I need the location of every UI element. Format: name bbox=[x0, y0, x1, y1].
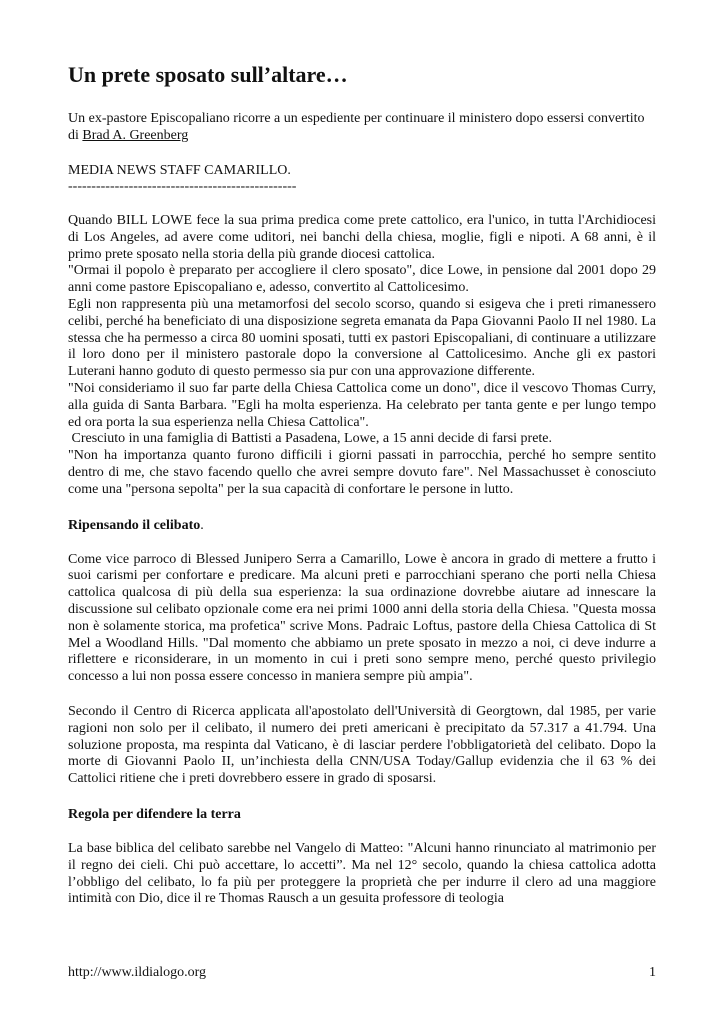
source-line: MEDIA NEWS STAFF CAMARILLO. bbox=[68, 163, 291, 178]
footer-url[interactable]: http://www.ildialogo.org bbox=[68, 965, 207, 980]
byline bbox=[68, 127, 656, 144]
intro-paragraph: Cresciuto in una famiglia di Battisti a Pasadena, Lowe, a 15 anni decide di farsi prete. bbox=[68, 431, 553, 447]
article-subtitle: Un ex-pastore Episcopaliano ricorre a un espediente per continuare il ministero dopo essersi convertito bbox=[68, 111, 645, 126]
intro-paragraph: "Noi consideriamo il suo far parte della Chiesa Cattolica come un dono", dice il vescovo Thomas Curry, alla guida di Santa Barbara. "Egli ha molta esperienza. Ha celebrato per tanta gente e per lungo tempo ed ora porta la sua esperienza nella Chiesa Cattolica". bbox=[68, 380, 660, 430]
section-heading-terra: Regola per difendere la terra bbox=[68, 806, 241, 822]
intro-paragraph: "Non ha importanza quanto furono difficili i giorni passati in parrocchia, perché ho sempre sentito dentro di me, che stavo facendo quello che avrei sempre dovuto fare". Nel Massachusset è conosciuto come una "persona sepolta" per la sua capacità di confortare le persone in lutto. bbox=[68, 448, 656, 497]
page-number: 1 bbox=[649, 965, 656, 980]
page-footer bbox=[68, 964, 656, 981]
intro-paragraph: Quando BILL LOWE fece la sua prima predica come prete cattolico, era l'unico, in tutta l'Archidiocesi di Los Angeles, ad avere come uditori, nei banchi della chiesa, moglie, figli e nipoti. A 68 anni, è il primo prete sposato nella storia della più grande diocesi cattolica. bbox=[68, 213, 656, 262]
intro-paragraph: "Ormai il popolo è preparato per accogliere il clero sposato", dice Lowe, in pensione dal 2001 dopo 29 anni come pastore Episcopaliano e, adesso, convertito al Cattolicesimo. bbox=[68, 263, 656, 296]
author-link[interactable]: Brad A. Greenberg bbox=[82, 128, 189, 143]
section-heading-celibato bbox=[68, 517, 656, 534]
byline-prefix: di bbox=[68, 128, 83, 143]
section-heading-dot: . bbox=[200, 517, 204, 533]
intro-paragraph: Egli non rappresenta più una metamorfosi del secolo scorso, quando si esigeva che i preti rimanessero celibi, perché ha beneficiato di una disposizione segreta emanata da Papa Giovanni Paolo II nel 1980. La stessa che ha permesso a circa 80 uomini sposati, tutti ex pastori Episcopaliani, di continuare a utilizzare il loro dono per il ministero pastorale dopo la conversione al Cattolicesimo. Anche gli ex pastori Luterani hanno goduto di questo permesso sia pur con una approvazione differente. bbox=[68, 296, 656, 380]
article-title: Un prete sposato sull’altare… bbox=[68, 62, 348, 87]
section-paragraph: La base biblica del celibato sarebbe nel Vangelo di Matteo: "Alcuni hanno rinunciato al matrimonio per il regno dei cieli. Chi può accettare, lo accetti”. Ma nel 12° secolo, quando la chiesa cattolica adotta l’obbligo del celibato, lo fa più per proteggere la proprietà che per indurre il clero ad una maggiore intimità con Dio, dice il re Thomas Rausch a un gesuita professore di teologia bbox=[68, 840, 656, 907]
document-page bbox=[68, 62, 660, 908]
section-paragraph: Come vice parroco di Blessed Junipero Serra a Camarillo, Lowe è ancora in grado di mettere a frutto i suoi carismi per confortare e predicare. Ma alcuni preti e parrocchiani sperano che porti nella Chiesa cattolica qualcosa di più della sua esperienza: la sua ordinazione dovrebbe aiutare ad innescare la discussione sul celibato opzionale come era nei primi 1000 anni della storia della Chiesa. "Questa mossa non è solamente storica, ma profetica" scrive Mons. Padraic Loftus, pastore della Chiesa Cattolica di St Mel a Woodland Hills. "Dal momento che abbiamo un prete sposato in mezzo a noi, ci deve indurre a riflettere e riconsiderare, in un momento in cui i preti sono sempre meno, perché questo privilegio concesso a lui non possa essere concesso in maniera sempre più ampia". bbox=[68, 551, 656, 685]
dashed-rule: ------------------------------------------------- bbox=[68, 179, 297, 194]
section-heading-text: Ripensando il celibato bbox=[68, 517, 201, 533]
section-paragraph: Secondo il Centro di Ricerca applicata all'apostolato dell'Università di Georgtown, dal 1985, per varie ragioni non solo per il celibato, il numero dei preti americani è precipitato da 57.317 a 41.794. Una soluzione proposta, ma respinta dal Vaticano, è di lasciar perdere l'obbligatorietà del celibato. Dopo la morte di Giovanni Paolo II, un’inchiesta della CNN/USA Today/Gallup evidenzia che il 63 % dei Cattolici ritiene che i preti dovrebbero essere in grado di sposarsi. bbox=[68, 703, 656, 787]
